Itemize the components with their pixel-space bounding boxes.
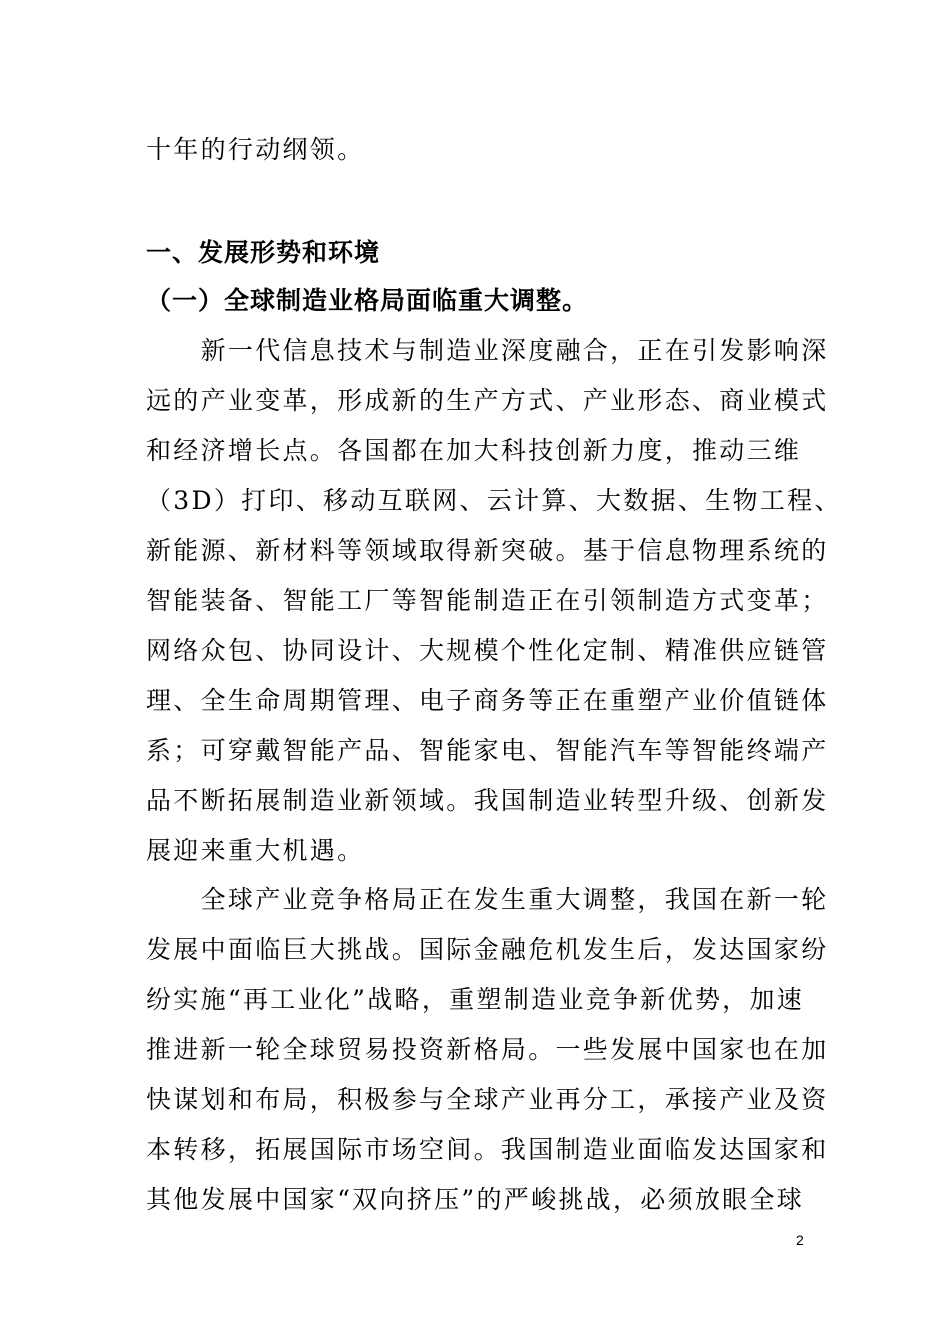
paragraph-line: 智能装备、智能工厂等智能制造正在引领制造方式变革； xyxy=(146,586,829,615)
section-heading: 一、发展形势和环境 xyxy=(146,238,381,267)
paragraph-line: 远的产业变革，形成新的生产方式、产业形态、商业模式 xyxy=(146,386,829,415)
subsection-heading: （一）全球制造业格局面临重大调整。 xyxy=(146,286,589,315)
paragraph-line: 纷实施“再工业化”战略，重塑制造业竞争新优势，加速 xyxy=(146,985,805,1014)
paragraph-line: 展迎来重大机遇。 xyxy=(146,836,365,865)
paragraph-line: 和经济增长点。各国都在加大科技创新力度，推动三维 xyxy=(146,436,802,465)
paragraph-line: 品不断拓展制造业新领域。我国制造业转型升级、创新发 xyxy=(146,786,829,815)
paragraph-line: 新能源、新材料等领域取得新突破。基于信息物理系统的 xyxy=(146,536,829,565)
paragraph-line: 新一代信息技术与制造业深度融合，正在引发影响深 xyxy=(146,336,829,365)
paragraph-line: （3D）打印、移动互联网、云计算、大数据、生物工程、 xyxy=(146,486,842,515)
paragraph-line: 全球产业竞争格局正在发生重大调整，我国在新一轮 xyxy=(146,885,829,914)
page-number: 2 xyxy=(796,1232,804,1248)
text-line-continuation: 十年的行动纲领。 xyxy=(146,135,365,164)
paragraph-line: 其他发展中国家“双向挤压”的严峻挑战，必须放眼全球 xyxy=(146,1185,805,1214)
paragraph-line: 本转移，拓展国际市场空间。我国制造业面临发达国家和 xyxy=(146,1135,829,1164)
paragraph-line: 网络众包、协同设计、大规模个性化定制、精准供应链管 xyxy=(146,636,829,665)
paragraph-line: 快谋划和布局，积极参与全球产业再分工，承接产业及资 xyxy=(146,1085,829,1114)
paragraph-line: 理、全生命周期管理、电子商务等正在重塑产业价值链体 xyxy=(146,686,829,715)
paragraph-line: 发展中面临巨大挑战。国际金融危机发生后，发达国家纷 xyxy=(146,935,829,964)
paragraph-line: 系；可穿戴智能产品、智能家电、智能汽车等智能终端产 xyxy=(146,736,829,765)
paragraph-line: 推进新一轮全球贸易投资新格局。一些发展中国家也在加 xyxy=(146,1035,829,1064)
